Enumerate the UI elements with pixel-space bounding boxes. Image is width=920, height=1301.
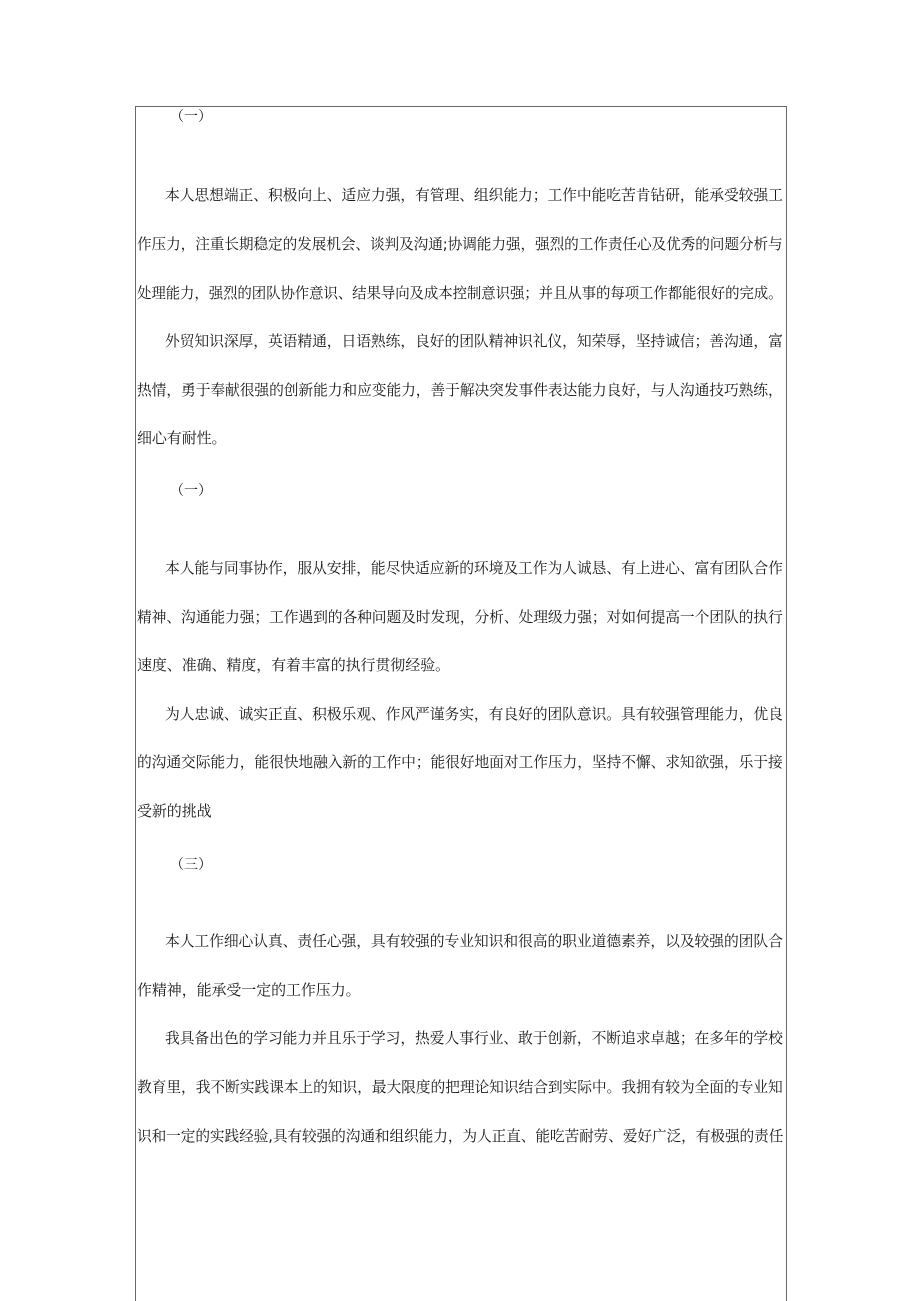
paragraph-line: 热情，勇于奉献很强的创新能力和应变能力，善于解决突发事件表达能力良好，与人沟通技巧熟练，: [137, 381, 783, 399]
paragraph-line: 速度、准确、精度，有着丰富的执行贯彻经验。: [137, 656, 450, 674]
paragraph-line: 细心有耐性。: [137, 429, 227, 447]
paragraph-line: 本人能与同事协作，服从安排，能尽快适应新的环境及工作为人诚恳、有上进心、富有团队合作: [165, 559, 783, 577]
section-heading: （一）: [170, 483, 212, 499]
paragraph-line: 外贸知识深厚，英语精通，日语熟练，良好的团队精神识礼仪，知荣辱，坚持诚信；善沟通，富: [165, 332, 783, 350]
paragraph-line: 本人思想端正、积极向上、适应力强，有管理、组织能力；工作中能吃苦肯钻研，能承受较强工: [165, 186, 783, 204]
section-heading: （一）: [170, 109, 212, 125]
paragraph-line: 受新的挑战: [137, 802, 212, 820]
paragraph-line: 识和一定的实践经验,具有较强的沟通和组织能力，为人正直、能吃苦耐劳、爱好广泛，有极强的责任: [137, 1127, 784, 1145]
paragraph-line: 本人工作细心认真、责任心强，具有较强的专业知识和很高的职业道德素养，以及较强的团队合: [165, 932, 783, 950]
paragraph-line: 作精神，能承受一定的工作压力。: [137, 981, 361, 999]
section-heading: （三）: [170, 857, 212, 873]
paragraph-line: 为人忠诚、诚实正直、积极乐观、作风严谨务实，有良好的团队意识。具有较强管理能力，优良: [165, 705, 783, 723]
paragraph-line: 精神、沟通能力强；工作遇到的各种问题及时发现，分析、处理级力强；对如何提高一个团队的执行: [137, 608, 783, 626]
paragraph-line: 教育里，我不断实践课本上的知识，最大限度的把理论知识结合到实际中。我拥有较为全面的专业知: [137, 1078, 783, 1096]
paragraph-line: 处理能力，强烈的团队协作意识、结果导向及成本控制意识强；并且从事的每项工作都能很好的完成。: [137, 284, 783, 302]
paragraph-line: 的沟通交际能力，能很快地融入新的工作中；能很好地面对工作压力，坚持不懈、求知欲强，乐于接: [137, 753, 783, 771]
paragraph-line: 作压力，注重长期稳定的发展机会、谈判及沟通;协调能力强，强烈的工作责任心及优秀的问题分析与: [137, 235, 783, 253]
paragraph-line: 我具备出色的学习能力并且乐于学习，热爱人事行业、敢于创新，不断追求卓越；在多年的学校: [165, 1029, 783, 1047]
